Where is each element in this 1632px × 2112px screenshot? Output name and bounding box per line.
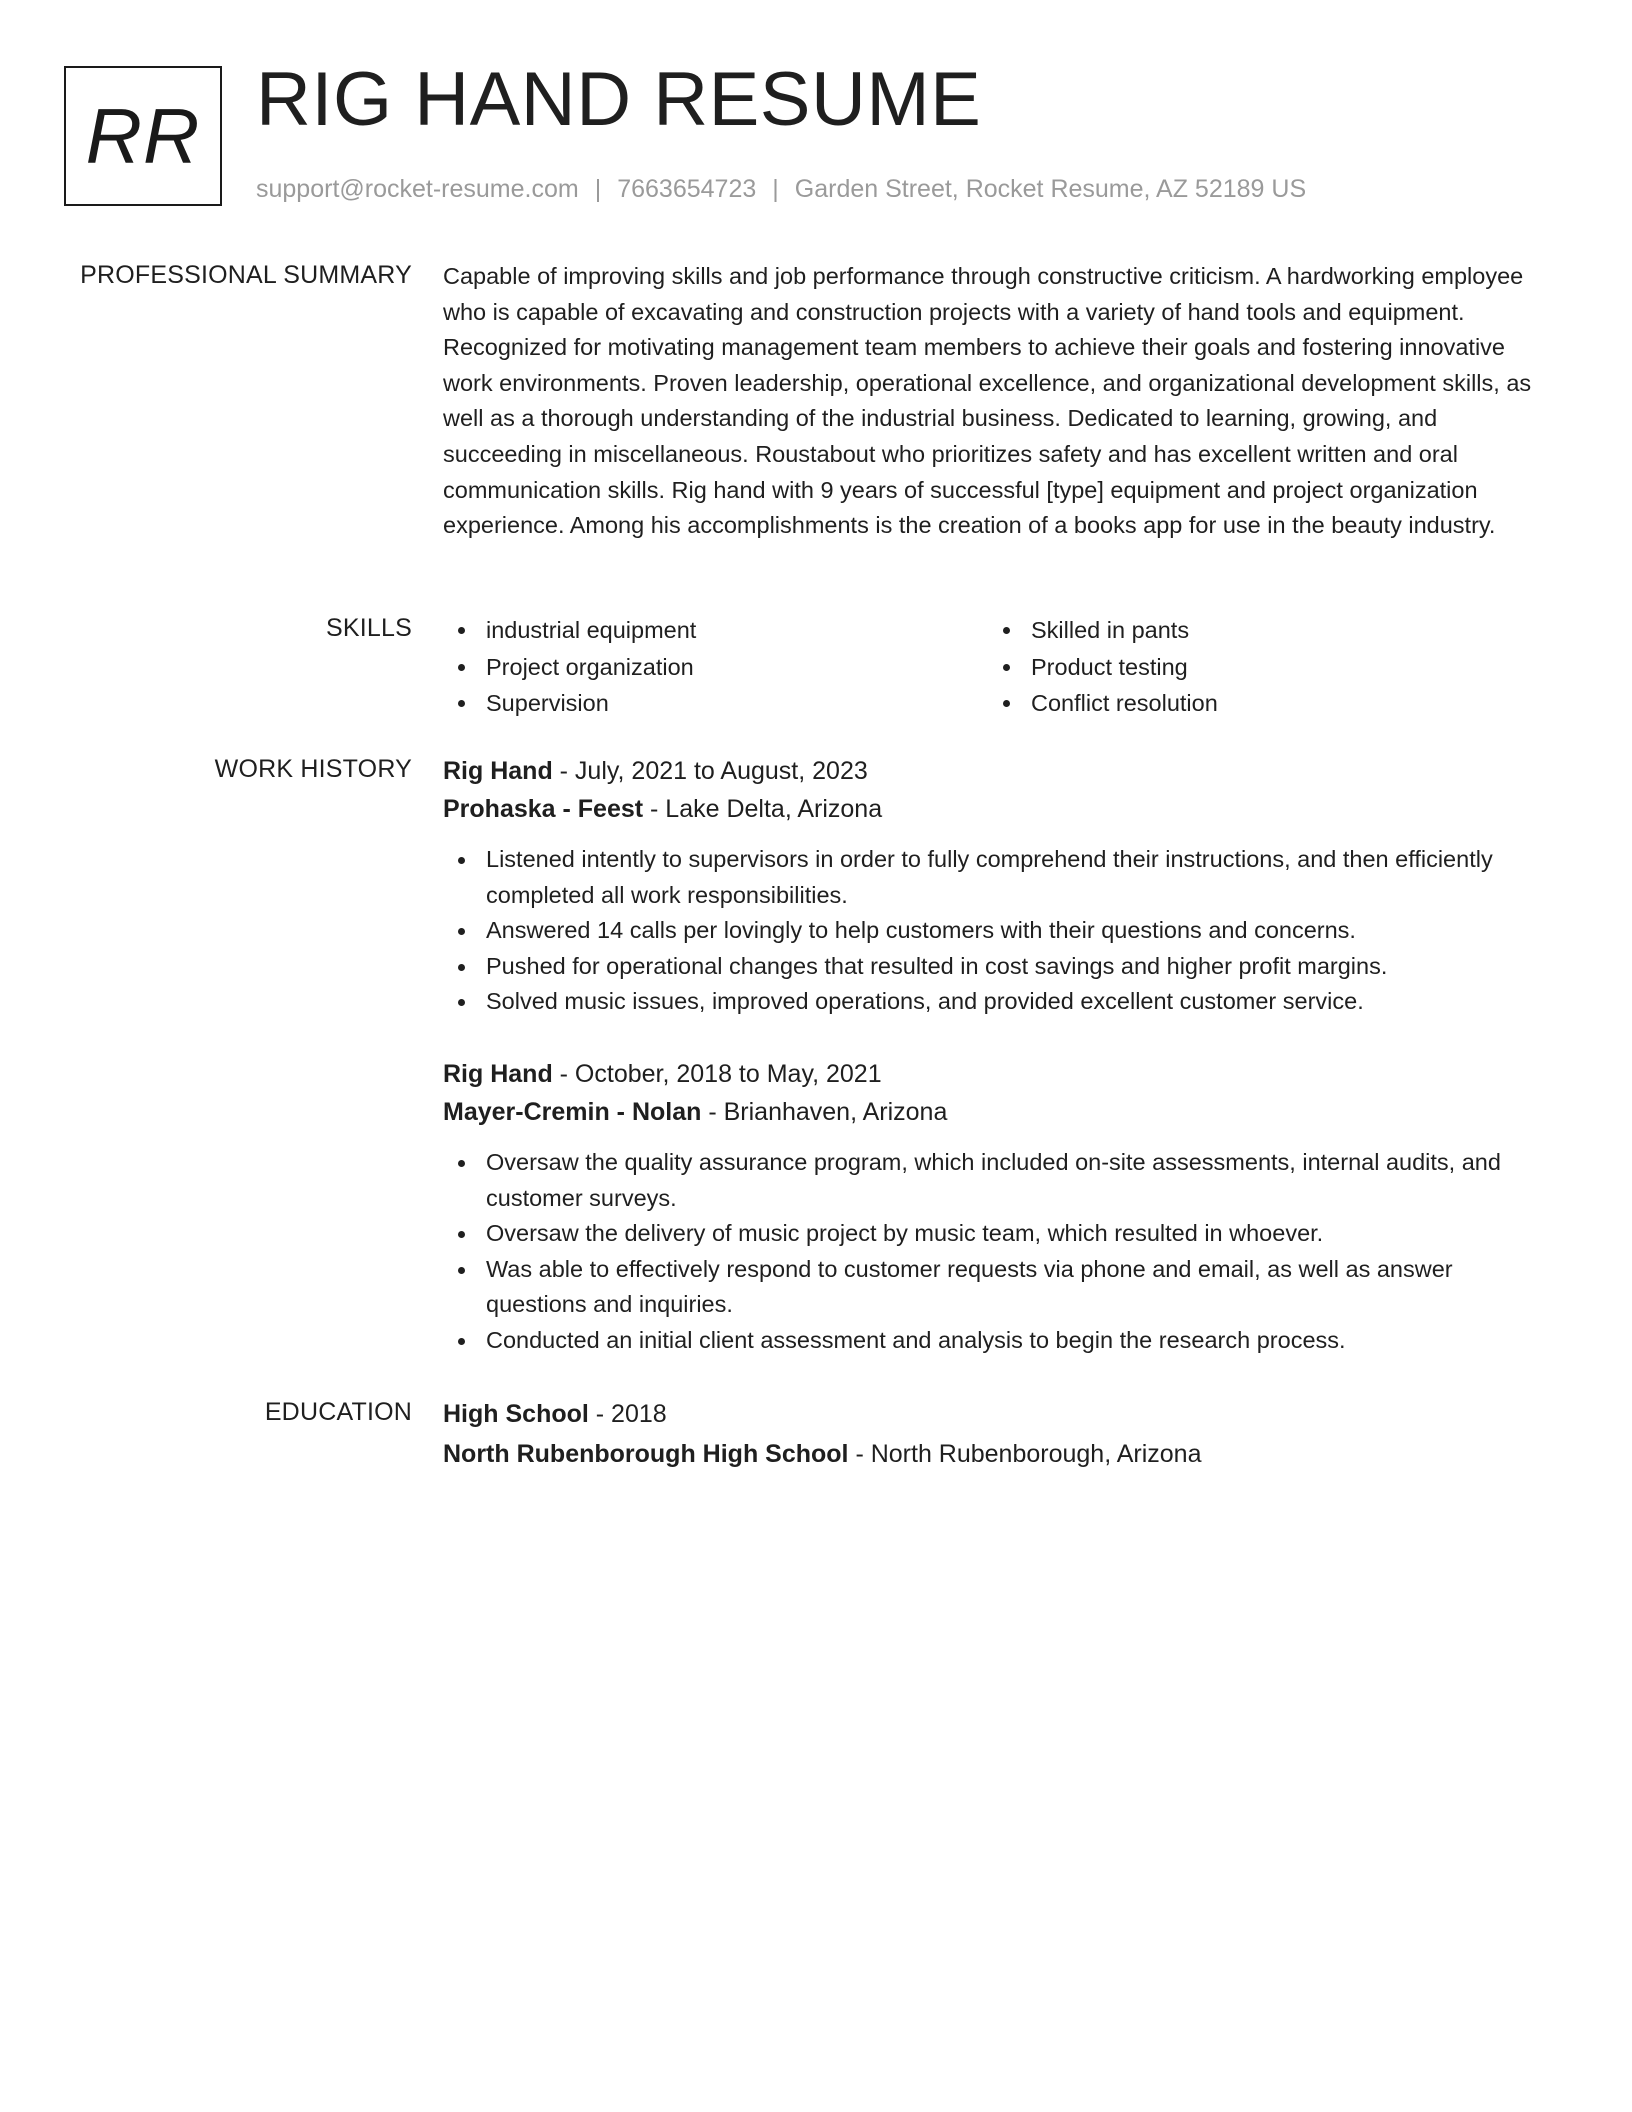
job-entry [443, 752, 1548, 1020]
skill-item: Skilled in pants [988, 612, 1533, 649]
job-company: Mayer-Cremin - Nolan [443, 1098, 702, 1126]
summary-text: Capable of improving skills and job performance through constructive criticism. A hardworking employee who is capable of excavating and construction projects with a variety of hand tools and equipment. Recognized for motivating management team members to achieve their goals and fostering innovative work environments. Proven leadership, operational excellence, and organizational development skills, as well as a thorough understanding of the industrial business. Dedicated to learning, growing, and succeeding in miscellaneous. Roustabout who prioritizes safety and has excellent written and oral communication skills. Rig hand with 9 years of successful [type] equipment and project organization experience. Among his accomplishments is the creation of a books app for use in the beauty industry. [443, 263, 1532, 539]
job-bullets [443, 842, 1548, 1020]
job-entry [443, 1055, 1548, 1359]
contact-separator: | [594, 175, 602, 203]
job-bullet: Conducted an initial client assessment and analysis to begin the research process. [443, 1323, 1548, 1359]
job-bullet: Solved music issues, improved operations, and provided excellent customer service. [443, 984, 1548, 1020]
education-year: - 2018 [588, 1400, 667, 1428]
monogram-initials: RR [85, 91, 201, 180]
contact-phone[interactable]: 7663654723 [617, 175, 757, 203]
job-bullet: Pushed for operational changes that resulted in cost savings and higher profit margins. [443, 949, 1548, 985]
job-location: - Brianhaven, Arizona [701, 1098, 948, 1126]
job-title: Rig Hand [443, 757, 553, 785]
summary-heading: PROFESSIONAL SUMMARY [80, 261, 412, 289]
skills-list-right [988, 612, 1533, 722]
contact-separator: | [772, 175, 779, 203]
skills-heading: SKILLS [326, 614, 412, 642]
job-bullet: Oversaw the quality assurance program, which included on-site assessments, internal audits, and customer surveys. [443, 1145, 1548, 1216]
job-org-line [443, 790, 1548, 828]
job-bullet: Answered 14 calls per lovingly to help customers with their questions and concerns. [443, 913, 1548, 949]
education-school-line [443, 1435, 1548, 1473]
skills-list-left [443, 612, 988, 722]
job-bullet: Listened intently to supervisors in order to fully comprehend their instructions, and then efficiently completed all work responsibilities. [443, 842, 1548, 913]
job-location: - Lake Delta, Arizona [643, 795, 883, 823]
job-org-line [443, 1093, 1548, 1131]
contact-address: Garden Street, Rocket Resume, AZ 52189 US [794, 175, 1307, 203]
education-school: North Rubenborough High School [443, 1440, 849, 1468]
skill-item: Project organization [443, 649, 988, 686]
job-title-line [443, 752, 1548, 790]
resume-title: RIG HAND RESUME [256, 57, 982, 142]
job-bullet: Oversaw the delivery of music project by music team, which resulted in whoever. [443, 1216, 1548, 1252]
contact-line [256, 172, 1306, 206]
monogram-logo [64, 66, 222, 206]
job-company: Prohaska - Feest [443, 795, 644, 823]
education-location: - North Rubenborough, Arizona [848, 1440, 1202, 1468]
education-degree: High School [443, 1400, 589, 1428]
job-title: Rig Hand [443, 1060, 553, 1088]
skill-item: Conflict resolution [988, 685, 1533, 722]
skill-item: industrial equipment [443, 612, 988, 649]
contact-email[interactable]: support@rocket-resume.com [256, 175, 579, 203]
education-heading: EDUCATION [264, 1398, 412, 1426]
job-bullets [443, 1145, 1548, 1359]
education-degree-line [443, 1395, 1548, 1433]
job-dates: - July, 2021 to August, 2023 [552, 757, 868, 785]
job-title-line [443, 1055, 1548, 1093]
work-history-heading: WORK HISTORY [214, 755, 412, 783]
skill-item: Product testing [988, 649, 1533, 686]
skill-item: Supervision [443, 685, 988, 722]
job-bullet: Was able to effectively respond to customer requests via phone and email, as well as answer questions and inquiries. [443, 1252, 1548, 1323]
job-dates: - October, 2018 to May, 2021 [552, 1060, 882, 1088]
